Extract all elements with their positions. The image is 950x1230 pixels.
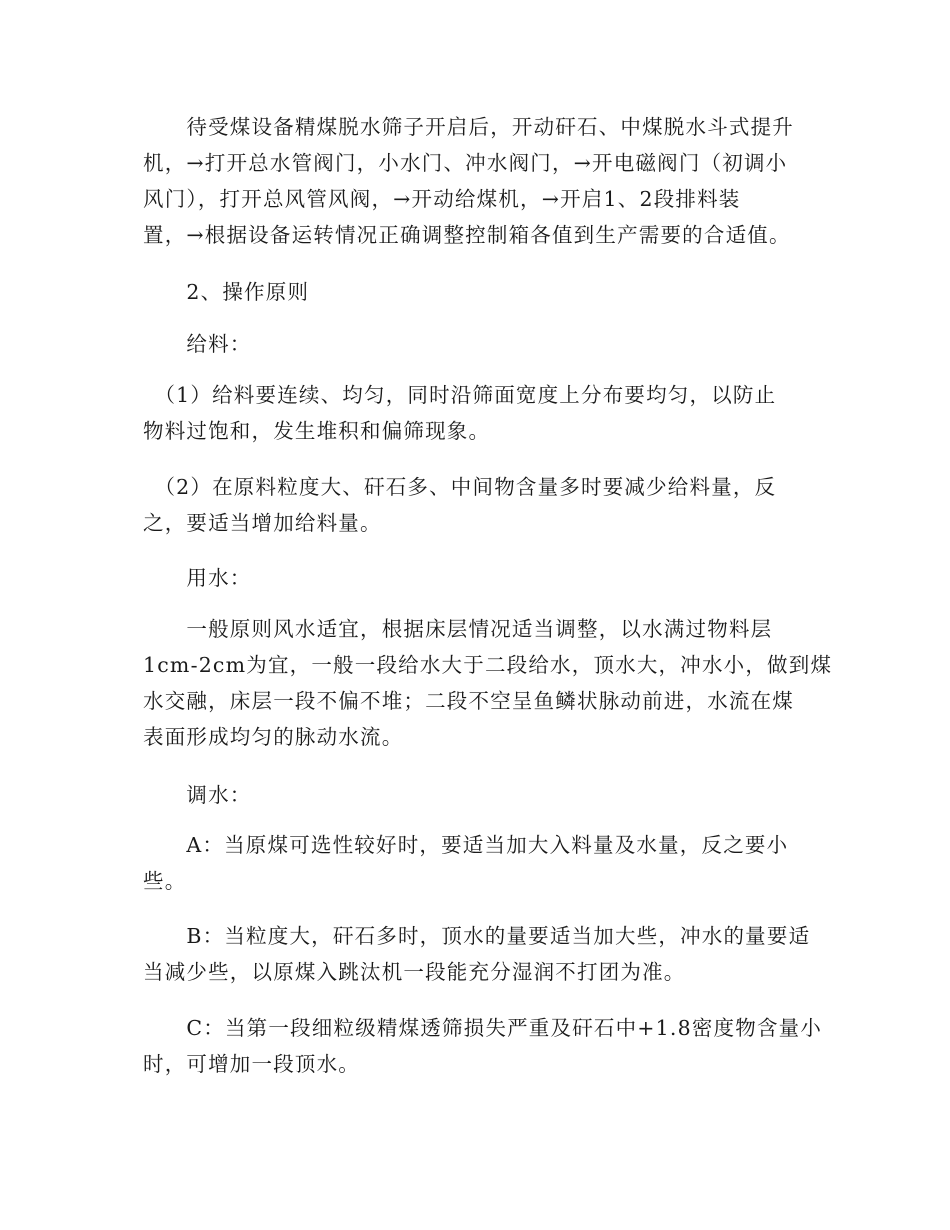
paragraph-startup-sequence bbox=[143, 109, 808, 253]
text-line: 给料： bbox=[143, 332, 252, 356]
text-line: 置，→根据设备运转情况正确调整控制箱各值到生产需要的合适值。 bbox=[143, 223, 791, 247]
paragraph-adjustment-b bbox=[143, 918, 811, 990]
paragraph-adjustment-c bbox=[143, 1010, 823, 1082]
text-line: 风门），打开总风管风阀，→开动给煤机，→开启1、2段排料装 bbox=[143, 187, 741, 211]
text-line: 水交融，床层一段不偏不堆；二段不空呈鱼鳞状脉动前进，水流在煤 bbox=[143, 689, 794, 713]
text-line: 1cm-2cm为宜，一般一段给水大于二段给水，顶水大，冲水小，做到煤 bbox=[143, 653, 833, 677]
text-line: 机，→打开总水管阀门，小水门、冲水阀门，→开电磁阀门（初调小 bbox=[143, 151, 788, 175]
text-line: A：当原煤可选性较好时，要适当加大入料量及水量，反之要小 bbox=[143, 833, 789, 857]
paragraph-adjustment-a bbox=[143, 827, 808, 899]
text-line: 物料过饱和，发生堆积和偏筛现象。 bbox=[143, 419, 491, 443]
heading-operation-principles bbox=[143, 274, 808, 310]
text-line: 当减少些，以原煤入跳汰机一段能充分湿润不打团为准。 bbox=[143, 960, 686, 984]
text-line: 用水： bbox=[143, 566, 252, 590]
text-line: （1）给料要连续、均匀，同时沿筛面宽度上分布要均匀，以防止 bbox=[143, 383, 777, 407]
heading-feeding bbox=[143, 326, 808, 362]
text-line: 待受煤设备精煤脱水筛子开启后，开动矸石、中煤脱水斗式提升 bbox=[143, 115, 794, 139]
text-line: （2）在原料粒度大、矸石多、中间物含量多时要减少给料量，反 bbox=[143, 475, 777, 499]
text-line: 时，可增加一段顶水。 bbox=[143, 1052, 360, 1076]
text-line: 之，要适当增加给料量。 bbox=[143, 511, 382, 535]
text-line: 调水： bbox=[143, 783, 252, 807]
text-line: B：当粒度大，矸石多时，顶水的量要适当加大些，冲水的量要适 bbox=[143, 924, 811, 948]
text-line: C：当第一段细粒级精煤透筛损失严重及矸石中+1.8密度物含量小 bbox=[143, 1016, 823, 1040]
paragraph-water-use bbox=[143, 611, 833, 755]
text-line: 表面形成均匀的脉动水流。 bbox=[143, 725, 404, 749]
heading-water-use bbox=[143, 560, 808, 596]
paragraph-feeding-1 bbox=[143, 377, 808, 449]
heading-water-adjustment bbox=[143, 777, 808, 813]
text-line: 一般原则风水适宜，根据床层情况适当调整，以水满过物料层 bbox=[143, 617, 773, 641]
paragraph-feeding-2 bbox=[143, 469, 808, 541]
text-line: 些。 bbox=[143, 869, 187, 893]
text-line: 2、操作原则 bbox=[143, 280, 310, 304]
